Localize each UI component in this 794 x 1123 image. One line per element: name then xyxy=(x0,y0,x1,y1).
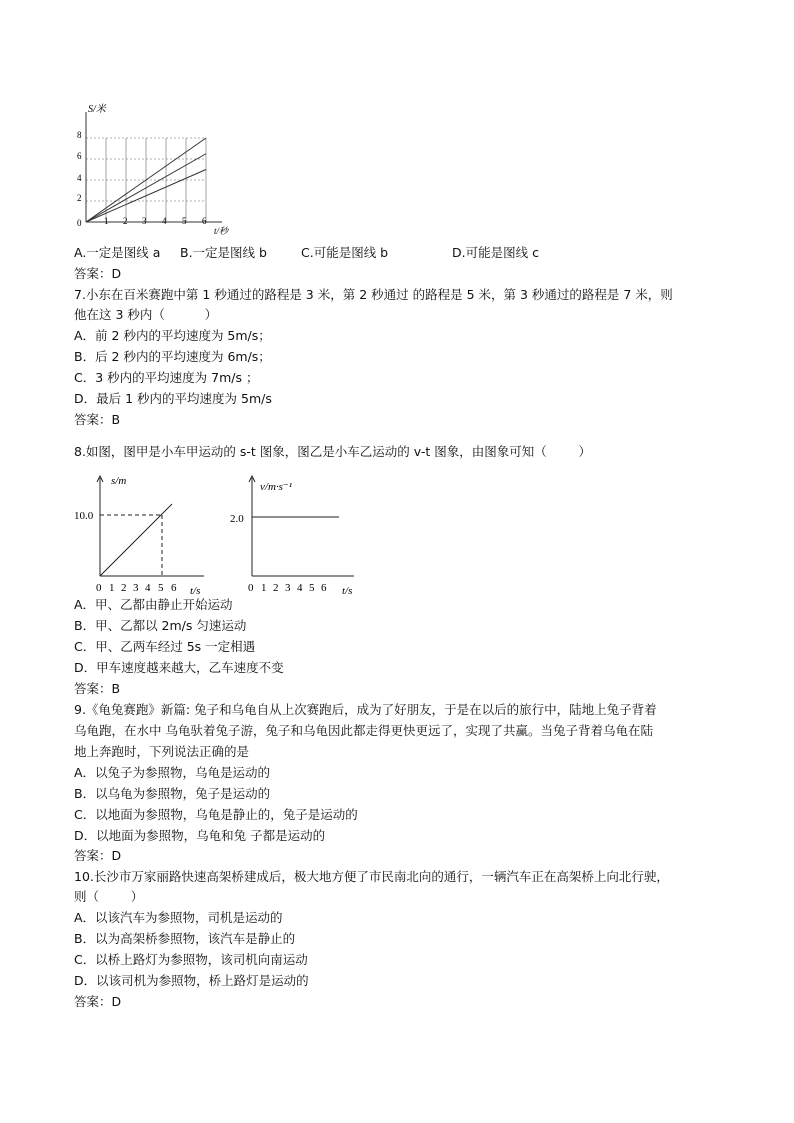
x-tick-0: 0 xyxy=(96,582,102,594)
q8-option-c: C．甲、乙两车经过 5s 一定相遇 xyxy=(74,639,256,654)
x-tick-3: 3 xyxy=(142,216,147,226)
x-axis-label: t/秒 xyxy=(214,226,229,236)
q9-stem-line-1: 9.《龟兔赛跑》新篇: 兔子和乌龟自从上次赛跑后，成为了好朋友，于是在以后的旅行中，陆地上兔子背着 xyxy=(74,702,657,717)
q10-stem-line-2: 则（ ） xyxy=(74,889,144,904)
q7-option-d: D．最后 1 秒内的平均速度为 5m/s xyxy=(74,391,272,406)
q10-stem-line-1: 10.长沙市万家丽路快速高架桥建成后，极大地方便了市民南北向的通行，一辆汽车正在高架桥上向北行驶， xyxy=(74,869,669,884)
x-tick-1: 1 xyxy=(109,582,115,594)
x-tick-2: 2 xyxy=(121,582,127,594)
x-ticks xyxy=(248,582,327,594)
q8-st-graph-a xyxy=(72,470,212,600)
q9-option-d: D．以地面为参照物，乌龟和兔 子都是运动的 xyxy=(74,828,326,843)
q7-answer: 答案：B xyxy=(74,412,121,427)
q7-stem-line-2: 他在这 3 秒内（ ） xyxy=(74,307,218,322)
x-tick-4: 4 xyxy=(145,582,151,594)
st-graph-three-lines xyxy=(68,98,248,238)
q6-answer: 答案：D xyxy=(74,266,122,281)
x-tick-5: 5 xyxy=(182,216,187,226)
x-tick-4: 4 xyxy=(297,582,303,594)
q9-stem-line-2: 乌龟跑，在水中 乌龟驮着兔子游，兔子和乌龟因此都走得更快更远了，实现了共赢。当兔子背着乌龟在陆 xyxy=(74,723,653,738)
y-tick-6: 6 xyxy=(77,151,82,161)
q10-option-b: B．以为高架桥参照物，该汽车是静止的 xyxy=(74,931,296,946)
q6-option-d: D.可能是图线 c xyxy=(452,245,539,260)
q8-stem: 8.如图，图甲是小车甲运动的 s-t 图象，图乙是小车乙运动的 v-t 图象，由图象可知（ ） xyxy=(74,444,592,459)
x-tick-3: 3 xyxy=(285,582,291,594)
y-tick-0: 0 xyxy=(77,218,82,228)
q7-option-a: A．前 2 秒内的平均速度为 5m/s； xyxy=(74,328,271,343)
q6-option-a: A.一定是图线 a xyxy=(74,245,161,260)
y-value-label: 10.0 xyxy=(74,510,94,522)
q6-option-b: B.一定是图线 b xyxy=(180,245,267,260)
x-tick-2: 2 xyxy=(273,582,279,594)
q9-option-b: B．以乌龟为参照物，兔子是运动的 xyxy=(74,786,271,801)
x-ticks xyxy=(96,582,177,594)
y-tick-4: 4 xyxy=(77,173,82,183)
y-axis-label: s/m xyxy=(111,475,127,487)
q9-option-a: A．以兔子为参照物，乌龟是运动的 xyxy=(74,765,271,780)
q10-option-d: D．以该司机为参照物，桥上路灯是运动的 xyxy=(74,973,309,988)
x-tick-0: 0 xyxy=(248,582,254,594)
x-axis-label: t/s xyxy=(190,585,201,597)
q6-option-c: C.可能是图线 b xyxy=(301,245,389,260)
q9-answer: 答案：D xyxy=(74,848,122,863)
x-tick-2: 2 xyxy=(123,216,128,226)
q7-option-b: B．后 2 秒内的平均速度为 6m/s； xyxy=(74,349,271,364)
q8-vt-graph-b xyxy=(226,470,376,600)
q9-option-c: C．以地面为参照物，乌龟是静止的，兔子是运动的 xyxy=(74,807,358,822)
x-tick-5: 5 xyxy=(309,582,315,594)
q7-stem-line-1: 7.小东在百米赛跑中第 1 秒通过的路程是 3 米，第 2 秒通过 的路程是 5 米，第 3 秒通过的路程是 7 米，则 xyxy=(74,287,673,302)
y-axis-label: S/米 xyxy=(88,104,106,115)
q8-option-b: B．甲、乙都以 2m/s 匀速运动 xyxy=(74,618,247,633)
q10-option-c: C．以桥上路灯为参照物，该司机向南运动 xyxy=(74,952,308,967)
q8-option-a: A．甲、乙都由静止开始运动 xyxy=(74,597,233,612)
y-value-label: 2.0 xyxy=(230,513,244,525)
x-tick-6: 6 xyxy=(321,582,327,594)
x-tick-4: 4 xyxy=(162,216,167,226)
q8-answer: 答案：B xyxy=(74,681,121,696)
q10-option-a: A．以该汽车为参照物，司机是运动的 xyxy=(74,910,283,925)
q9-stem-line-3: 地上奔跑时，下列说法正确的是 xyxy=(74,744,250,759)
x-tick-6: 6 xyxy=(202,216,207,226)
y-tick-8: 8 xyxy=(77,130,82,140)
x-tick-3: 3 xyxy=(133,582,139,594)
y-tick-2: 2 xyxy=(77,193,82,203)
q8-option-d: D．甲车速度越来越大，乙车速度不变 xyxy=(74,660,284,675)
x-tick-6: 6 xyxy=(171,582,177,594)
q7-option-c: C．3 秒内的平均速度为 7m/s ； xyxy=(74,370,259,385)
q10-answer: 答案：D xyxy=(74,994,122,1009)
x-tick-1: 1 xyxy=(261,582,267,594)
x-tick-5: 5 xyxy=(158,582,164,594)
x-axis-label: t/s xyxy=(342,585,353,597)
x-tick-1: 1 xyxy=(104,216,109,226)
y-axis-label: v/m·s⁻¹ xyxy=(260,481,293,493)
